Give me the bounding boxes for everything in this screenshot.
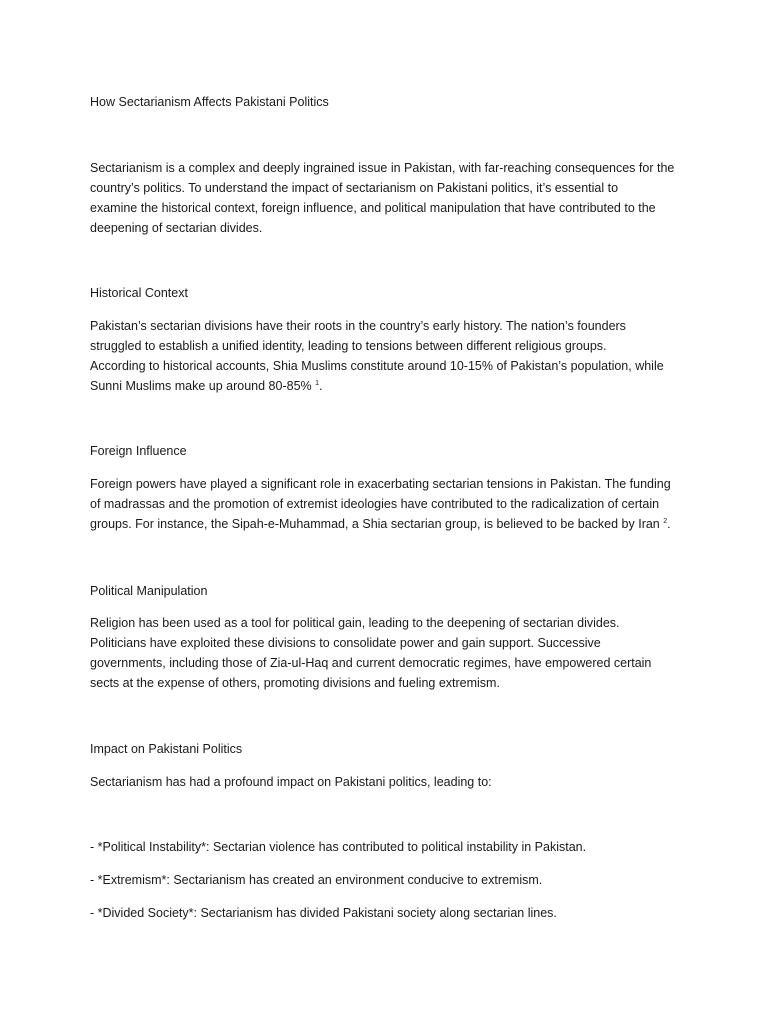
political-manipulation-heading: Political Manipulation [90, 584, 208, 598]
sentence-end: . [667, 517, 671, 531]
historical-line: struggled to establish a unified identity, leading to tensions between different religious groups. [90, 339, 607, 353]
political-line: sects at the expense of others, promoting divisions and fueling extremism. [90, 676, 500, 690]
historical-context-paragraph [90, 316, 690, 396]
intro-line: examine the historical context, foreign influence, and political manipulation that have contributed to the [90, 201, 656, 215]
historical-line-text: Sunni Muslims make up around 80-85% [90, 379, 316, 393]
historical-line: According to historical accounts, Shia Muslims constitute around 10-15% of Pakistan’s population, while [90, 359, 664, 373]
foreign-influence-heading: Foreign Influence [90, 444, 187, 458]
footnote-marker: 2 [663, 517, 668, 525]
political-line: Religion has been used as a tool for political gain, leading to the deepening of sectarian divides. [90, 616, 620, 630]
bullet-item: - *Divided Society*: Sectarianism has divided Pakistani society along sectarian lines. [90, 906, 557, 920]
sentence-end: . [319, 379, 323, 393]
foreign-line-last [90, 514, 690, 534]
foreign-line-text: groups. For instance, the Sipah-e-Muhammad, a Shia sectarian group, is believed to be backed by Iran [90, 517, 664, 531]
historical-context-heading: Historical Context [90, 286, 188, 300]
bullet-item: - *Extremism*: Sectarianism has created an environment conducive to extremism. [90, 873, 543, 887]
impact-heading: Impact on Pakistani Politics [90, 742, 243, 756]
document-title: How Sectarianism Affects Pakistani Politics [90, 95, 329, 109]
bullet-item: - *Political Instability*: Sectarian violence has contributed to political instability in Pakistan. [90, 840, 587, 854]
foreign-line: of madrassas and the promotion of extremist ideologies have contributed to the radicalization of certain [90, 497, 660, 511]
footnote-marker: 1 [315, 379, 320, 387]
historical-line-last [90, 376, 690, 396]
political-line: governments, including those of Zia-ul-Haq and current democratic regimes, have empowered certain [90, 656, 652, 670]
political-line: Politicians have exploited these divisions to consolidate power and gain support. Successive [90, 636, 601, 650]
foreign-line: Foreign powers have played a significant role in exacerbating sectarian tensions in Pakistan. The funding [90, 477, 671, 491]
intro-line: Sectarianism is a complex and deeply ingrained issue in Pakistan, with far-reaching consequences for the [90, 161, 675, 175]
intro-line: country’s politics. To understand the impact of sectarianism on Pakistani politics, it’s essential to [90, 181, 619, 195]
intro-paragraph [90, 158, 690, 238]
intro-line: deepening of sectarian divides. [90, 221, 263, 235]
political-manipulation-paragraph [90, 613, 690, 693]
impact-intro: Sectarianism has had a profound impact on Pakistani politics, leading to: [90, 775, 492, 789]
historical-line: Pakistan’s sectarian divisions have their roots in the country’s early history. The nation’s founders [90, 319, 626, 333]
foreign-influence-paragraph [90, 474, 690, 534]
